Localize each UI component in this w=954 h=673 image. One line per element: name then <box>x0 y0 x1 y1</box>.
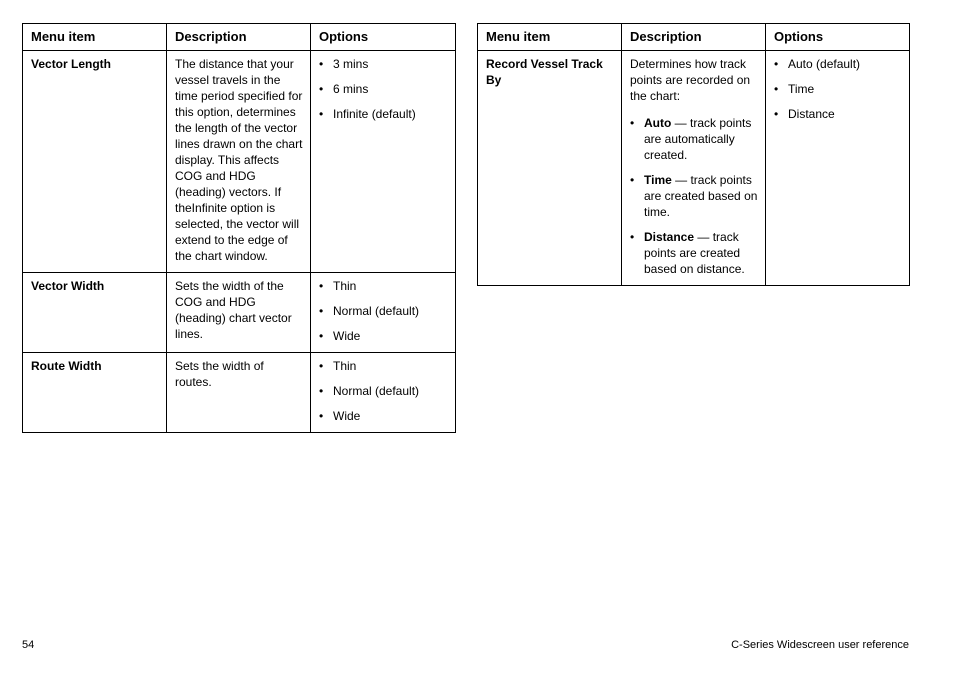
description-cell: The distance that your vessel travels in the time period specified for this option, determines the length of the vector lines drawn on the chart display. This affects COG and HDG (heading) vectors. If theInfinite option is selected, the vector will extend to the edge of the chart window. <box>167 51 311 273</box>
option-item: • Distance <box>774 106 902 122</box>
page-number: 54 <box>22 639 35 651</box>
menu-item-cell: Vector Length <box>23 51 167 273</box>
options-list <box>319 56 448 122</box>
option-item: • Auto (default) <box>774 56 902 72</box>
table-row-vector-width <box>23 273 456 353</box>
options-list <box>319 278 448 344</box>
description-sublist <box>630 115 758 277</box>
header-options: Options <box>766 24 910 51</box>
option-item: • Normal (default) <box>319 383 448 399</box>
term-label: Distance <box>644 230 695 244</box>
option-item: • Normal (default) <box>319 303 448 319</box>
description-sublist-item <box>630 115 758 163</box>
header-menu-item: Menu item <box>23 24 167 51</box>
option-item: • Infinite (default) <box>319 106 448 122</box>
option-item: • 3 mins <box>319 56 448 72</box>
menu-options-table-right <box>477 23 910 286</box>
header-menu-item: Menu item <box>478 24 622 51</box>
term-text: — track points are automatically created. <box>644 116 752 162</box>
description-cell: Sets the width of routes. <box>167 353 311 433</box>
description-sublist-item <box>630 229 758 277</box>
option-item: • Thin <box>319 278 448 294</box>
options-cell <box>311 273 456 353</box>
table-row-record-vessel-track <box>478 51 910 286</box>
header-options: Options <box>311 24 456 51</box>
menu-item-cell: Route Width <box>23 353 167 433</box>
description-cell <box>622 51 766 286</box>
menu-item-cell: Vector Width <box>23 273 167 353</box>
term-label: Time <box>644 173 672 187</box>
term-text: — track points are created based on time. <box>644 173 758 219</box>
options-cell <box>311 51 456 273</box>
option-item: • Thin <box>319 358 448 374</box>
option-item: • 6 mins <box>319 81 448 97</box>
table-row-route-width <box>23 353 456 433</box>
description-cell: Sets the width of the COG and HDG (heading) chart vector lines. <box>167 273 311 353</box>
description-intro: Determines how track points are recorded on the chart: <box>630 57 751 103</box>
document-title: C-Series Widescreen user reference <box>731 639 909 651</box>
header-description: Description <box>622 24 766 51</box>
menu-item-cell: Record Vessel Track By <box>478 51 622 286</box>
table-header-row <box>478 24 910 51</box>
table-row-vector-length <box>23 51 456 273</box>
menu-options-table-left <box>22 23 456 433</box>
table-header-row <box>23 24 456 51</box>
options-cell <box>766 51 910 286</box>
options-list <box>774 56 902 122</box>
option-item: • Wide <box>319 408 448 424</box>
option-item: • Time <box>774 81 902 97</box>
term-text: — track points are created based on distance. <box>644 230 745 276</box>
option-item: • Wide <box>319 328 448 344</box>
term-label: Auto <box>644 116 672 130</box>
options-cell <box>311 353 456 433</box>
description-sublist-item <box>630 172 758 220</box>
header-description: Description <box>167 24 311 51</box>
options-list <box>319 358 448 424</box>
